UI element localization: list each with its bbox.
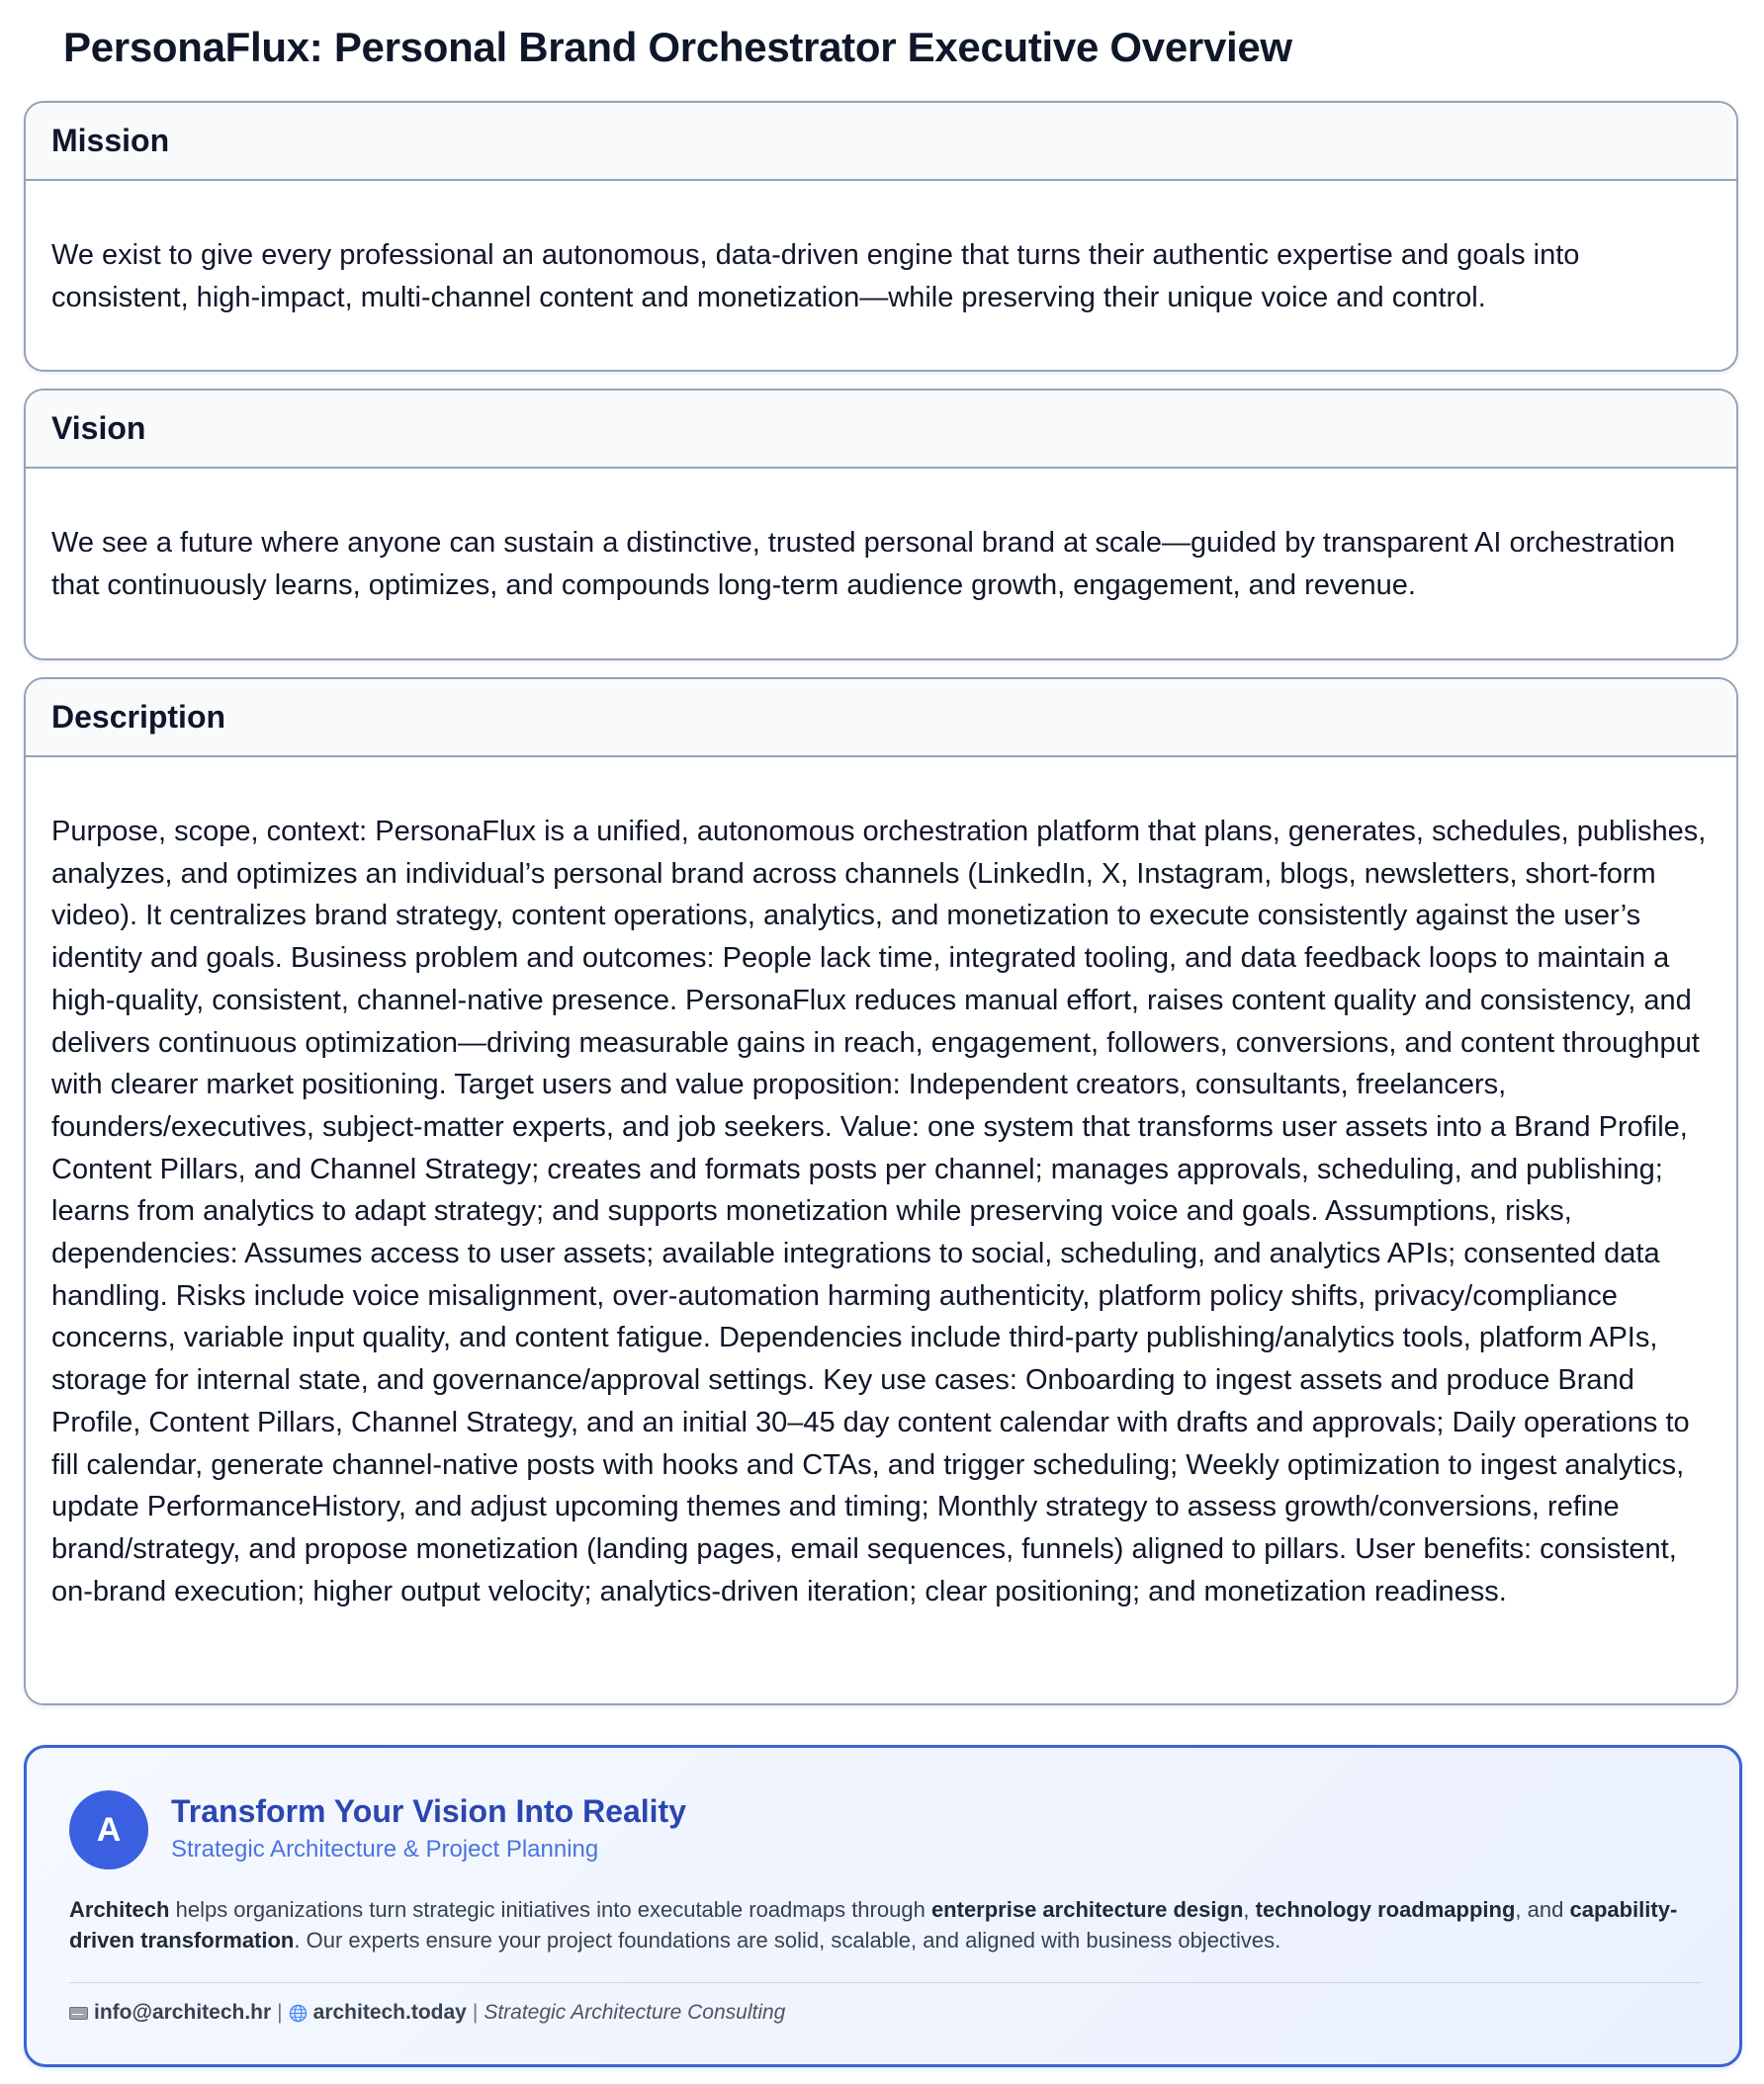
- promo-text-2: ,: [1243, 1897, 1256, 1922]
- contact-email[interactable]: info@architech.hr: [94, 2001, 272, 2024]
- description-header: [26, 679, 1736, 757]
- footer-separator-2: |: [472, 2001, 479, 2024]
- mission-text: We exist to give every professional an autonomous, data-driven engine that turns their authentic expertise and goals into consistent, high-impact, multi-channel content and monetization—while preserving their unique voice and control.: [51, 239, 1580, 313]
- promo-divider: [69, 1982, 1701, 1983]
- promo-highlight-1: enterprise architecture design: [930, 1897, 1244, 1922]
- promo-brand: Architech: [69, 1897, 170, 1922]
- mission-card: [24, 101, 1738, 372]
- promo-highlight-2: technology roadmapping: [1255, 1897, 1516, 1922]
- promo-text-4: . Our experts ensure your project foundations are solid, scalable, and aligned with business objectives.: [294, 1928, 1281, 1953]
- footer-separator: |: [277, 2001, 283, 2024]
- page-title: PersonaFlux: Personal Brand Orchestrator Executive Overview: [63, 24, 1292, 70]
- promo-text-3: , and: [1515, 1897, 1570, 1922]
- globe-icon: [289, 2004, 308, 2023]
- promo-subtitle: Strategic Architecture & Project Planning: [171, 1836, 599, 1863]
- architech-logo: A: [69, 1790, 148, 1869]
- vision-heading: Vision: [51, 410, 146, 446]
- mission-header: [26, 103, 1736, 181]
- promo-text-1: helps organizations turn strategic initiatives into executable roadmaps through: [169, 1897, 931, 1922]
- description-card: [24, 677, 1738, 1705]
- promo-footer: [69, 1998, 785, 2028]
- description-body: [26, 757, 1736, 1612]
- description-heading: Description: [51, 699, 226, 735]
- vision-text: We see a future where anyone can sustain a distinctive, trusted personal brand at scale—guided by transparent AI orchestration that continuously learns, optimizes, and compounds long-term audience growth, engagement, and revenue.: [51, 527, 1676, 601]
- description-text: Purpose, scope, context: PersonaFlux is a unified, autonomous orchestration platform that plans, generates, schedules, publishes, analyzes, and optimizes an individual’s personal brand across channels (LinkedIn, X, Instagram, blogs, newsletters, short-form video). It centralizes brand strategy, content operations, analytics, and monetization to execute consistently against the user’s identity and goals. Business problem and outcomes: People lack time, integrated tooling, and data feedback loops to maintain a high-quality, consistent, channel-native presence. PersonaFlux reduces manual effort, raises content quality and consistency, and delivers continuous optimization—driving measurable gains in reach, engagement, followers, conversions, and content throughput with clearer market positioning. Target users and value proposition: Independent creators, consultants, freelancers, founders/executives, subject-matter experts, and job seekers. Value: one system that transforms user assets into a Brand Profile, Content Pillars, and Channel Strategy; creates and formats posts per channel; manages approvals, scheduling, and publishing; learns from analytics to adapt strategy; and supports monetization while preserving voice and goals. Assumptions, risks, dependencies: Assumes access to user assets; available integrations to social, scheduling, and analytics APIs; consented data handling. Risks include voice misalignment, over-automation harming authenticity, platform policy shifts, privacy/compliance concerns, variable input quality, and content fatigue. Dependencies include third-party publishing/analytics tools, platform APIs, storage for internal state, and governance/approval settings. Key use cases: Onboarding to ingest assets and produce Brand Profile, Content Pillars, Channel Strategy, and an initial 30–45 day content calendar with drafts and approvals; Daily operations to fill calendar, generate channel-native posts with hooks and CTAs, and trigger scheduling; Weekly optimization to ingest analytics, update PerformanceHistory, and adjust upcoming themes and timing; Monthly strategy to assess growth/conversions, refine brand/strategy, and propose monetization (landing pages, email sequences, funnels) aligned to pillars. User benefits: consistent, on-brand execution; higher output velocity; analytics-driven iteration; clear positioning; and monetization readiness.: [51, 816, 1707, 1607]
- vision-card: [24, 389, 1738, 660]
- vision-body: [26, 469, 1736, 606]
- envelope-icon: [69, 2007, 88, 2020]
- mission-body: [26, 181, 1736, 318]
- website-link[interactable]: architech.today: [312, 2001, 467, 2024]
- promo-tagline: Strategic Architecture Consulting: [484, 2001, 786, 2024]
- promo-highlight-3: capability-driven transformation: [69, 1897, 1678, 1953]
- vision-header: [26, 391, 1736, 469]
- promo-card: [24, 1745, 1742, 2067]
- mission-heading: Mission: [51, 123, 170, 158]
- promo-description: [69, 1894, 1701, 1955]
- promo-title: Transform Your Vision Into Reality: [171, 1793, 686, 1829]
